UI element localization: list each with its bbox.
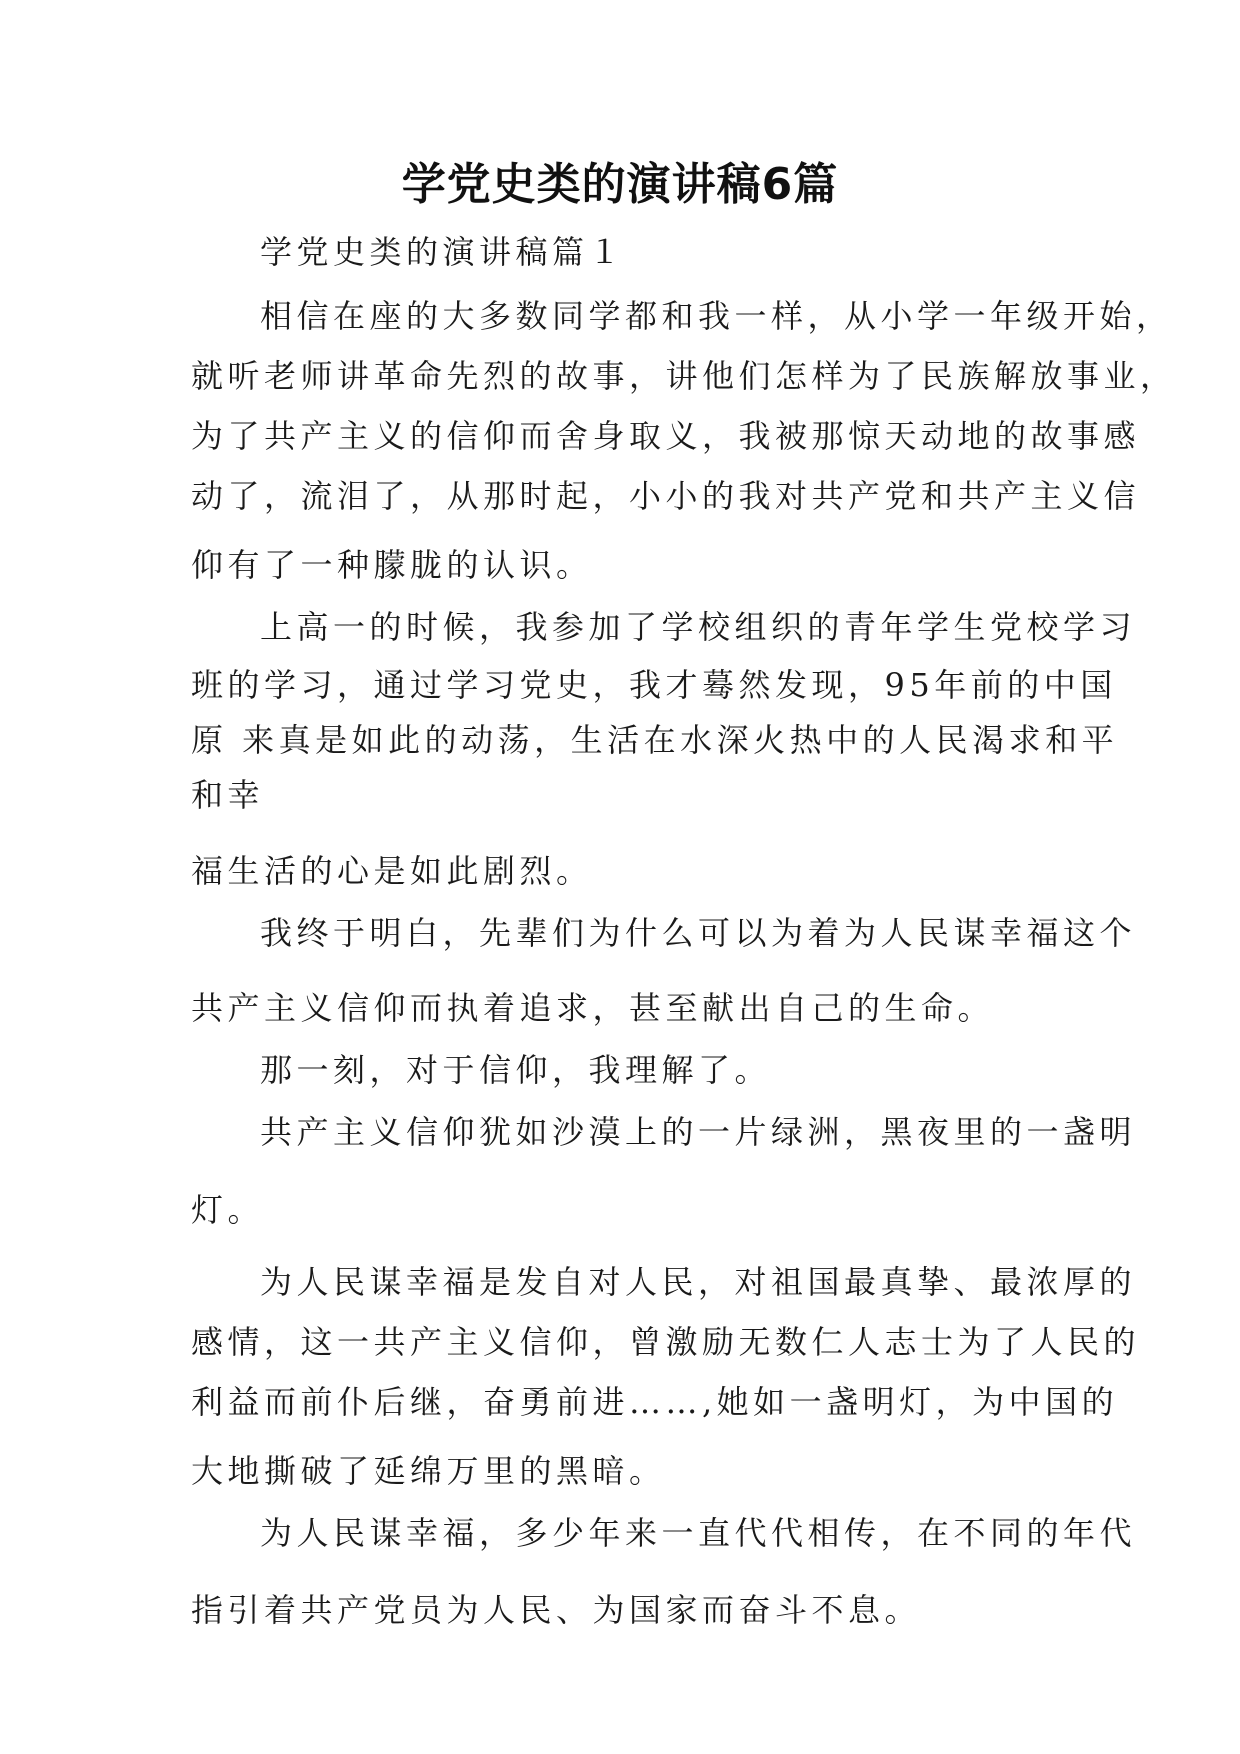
- paragraph-line: 相信在座的大多数同学都和我一样，从小学一年级开始，: [260, 297, 1173, 335]
- paragraph-line: 大地撕破了延绵万里的黑暗。: [191, 1452, 666, 1490]
- paragraph-line: 为人民谋幸福是发自对人民，对祖国最真挚、最浓厚的: [260, 1263, 1137, 1301]
- document-title: 学党史类的演讲稿6篇: [401, 159, 839, 210]
- paragraph-line: 仰有了一种朦胧的认识。: [191, 546, 593, 584]
- paragraph-line: 共产主义信仰犹如沙漠上的一片绿洲，黑夜里的一盏明: [260, 1113, 1137, 1151]
- paragraph-line: 我终于明白，先辈们为什么可以为着为人民谋幸福这个: [260, 914, 1137, 952]
- paragraph-line: 就听老师讲革命先烈的故事，讲他们怎样为了民族解放事业，: [191, 357, 1177, 395]
- section-heading: 学党史类的演讲稿篇１: [260, 233, 626, 271]
- paragraph-line: 福生活的心是如此剧烈。: [191, 852, 593, 890]
- paragraph-line: 共产主义信仰而执着追求，甚至献出自己的生命。: [191, 989, 995, 1027]
- paragraph-line: 为了共产主义的信仰而舍身取义，我被那惊天动地的故事感: [191, 417, 1141, 455]
- paragraph-line: 感情，这一共产主义信仰，曾激励无数仁人志士为了人民的: [191, 1323, 1141, 1361]
- paragraph-line: 利益而前仆后继，奋勇前进……,她如一盏明灯，为中国的: [191, 1383, 1119, 1421]
- paragraph-line: 原 来真是如此的动荡，生活在水深火热中的人民渴求和平: [191, 721, 1119, 759]
- paragraph-line: 和幸: [191, 776, 265, 814]
- paragraph-line: 动了，流泪了，从那时起，小小的我对共产党和共产主义信: [191, 477, 1141, 515]
- paragraph-line: 为人民谋幸福，多少年来一直代代相传，在不同的年代: [260, 1514, 1137, 1552]
- paragraph-line: 班的学习，通过学习党史，我才蓦然发现，95年前的中国: [191, 666, 1117, 704]
- paragraph-line: 灯。: [191, 1191, 265, 1229]
- paragraph-line: 指引着共产党员为人民、为国家而奋斗不息。: [191, 1591, 922, 1629]
- paragraph-line: 上高一的时候，我参加了学校组织的青年学生党校学习: [260, 608, 1137, 646]
- paragraph-line: 那一刻，对于信仰，我理解了。: [260, 1051, 772, 1089]
